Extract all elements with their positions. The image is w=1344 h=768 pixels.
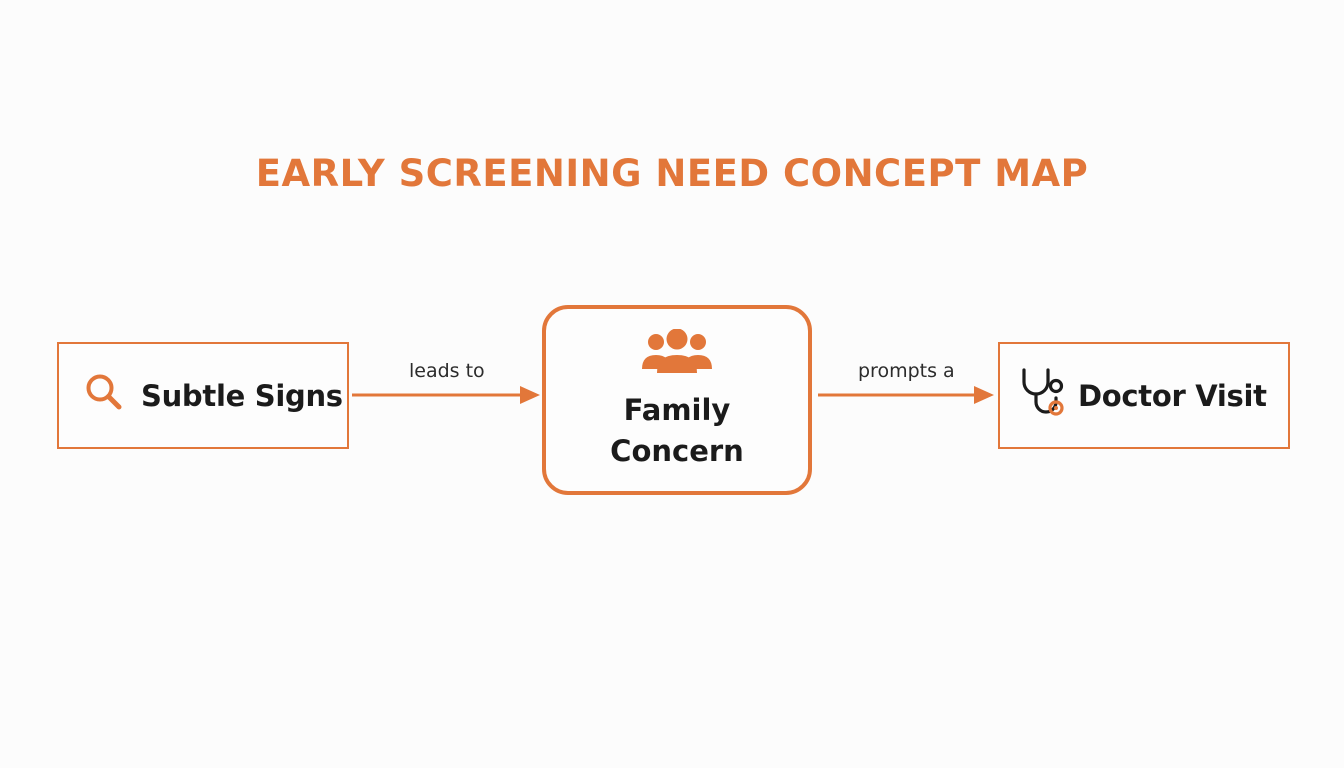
arrow-subtle-signs-to-family-concern — [352, 380, 542, 415]
edge-label-leads-to: leads to — [409, 360, 485, 382]
edge-label-prompts-a: prompts a — [858, 360, 955, 382]
stethoscope-icon — [1014, 364, 1066, 427]
people-group-icon — [640, 329, 714, 384]
node-doctor-visit[interactable] — [998, 342, 1290, 449]
node-label — [610, 390, 744, 470]
arrow-family-concern-to-doctor-visit — [818, 380, 996, 415]
node-label-line2: Concern — [610, 433, 744, 468]
page-title: EARLY SCREENING NEED CONCEPT MAP — [255, 152, 1089, 195]
node-label-line1: Family — [623, 393, 731, 428]
node-subtle-signs[interactable] — [57, 342, 349, 449]
node-label: Doctor Visit — [1078, 378, 1267, 413]
magnifier-icon — [81, 370, 127, 421]
node-label: Subtle Signs — [141, 378, 343, 413]
node-family-concern[interactable] — [542, 305, 812, 495]
